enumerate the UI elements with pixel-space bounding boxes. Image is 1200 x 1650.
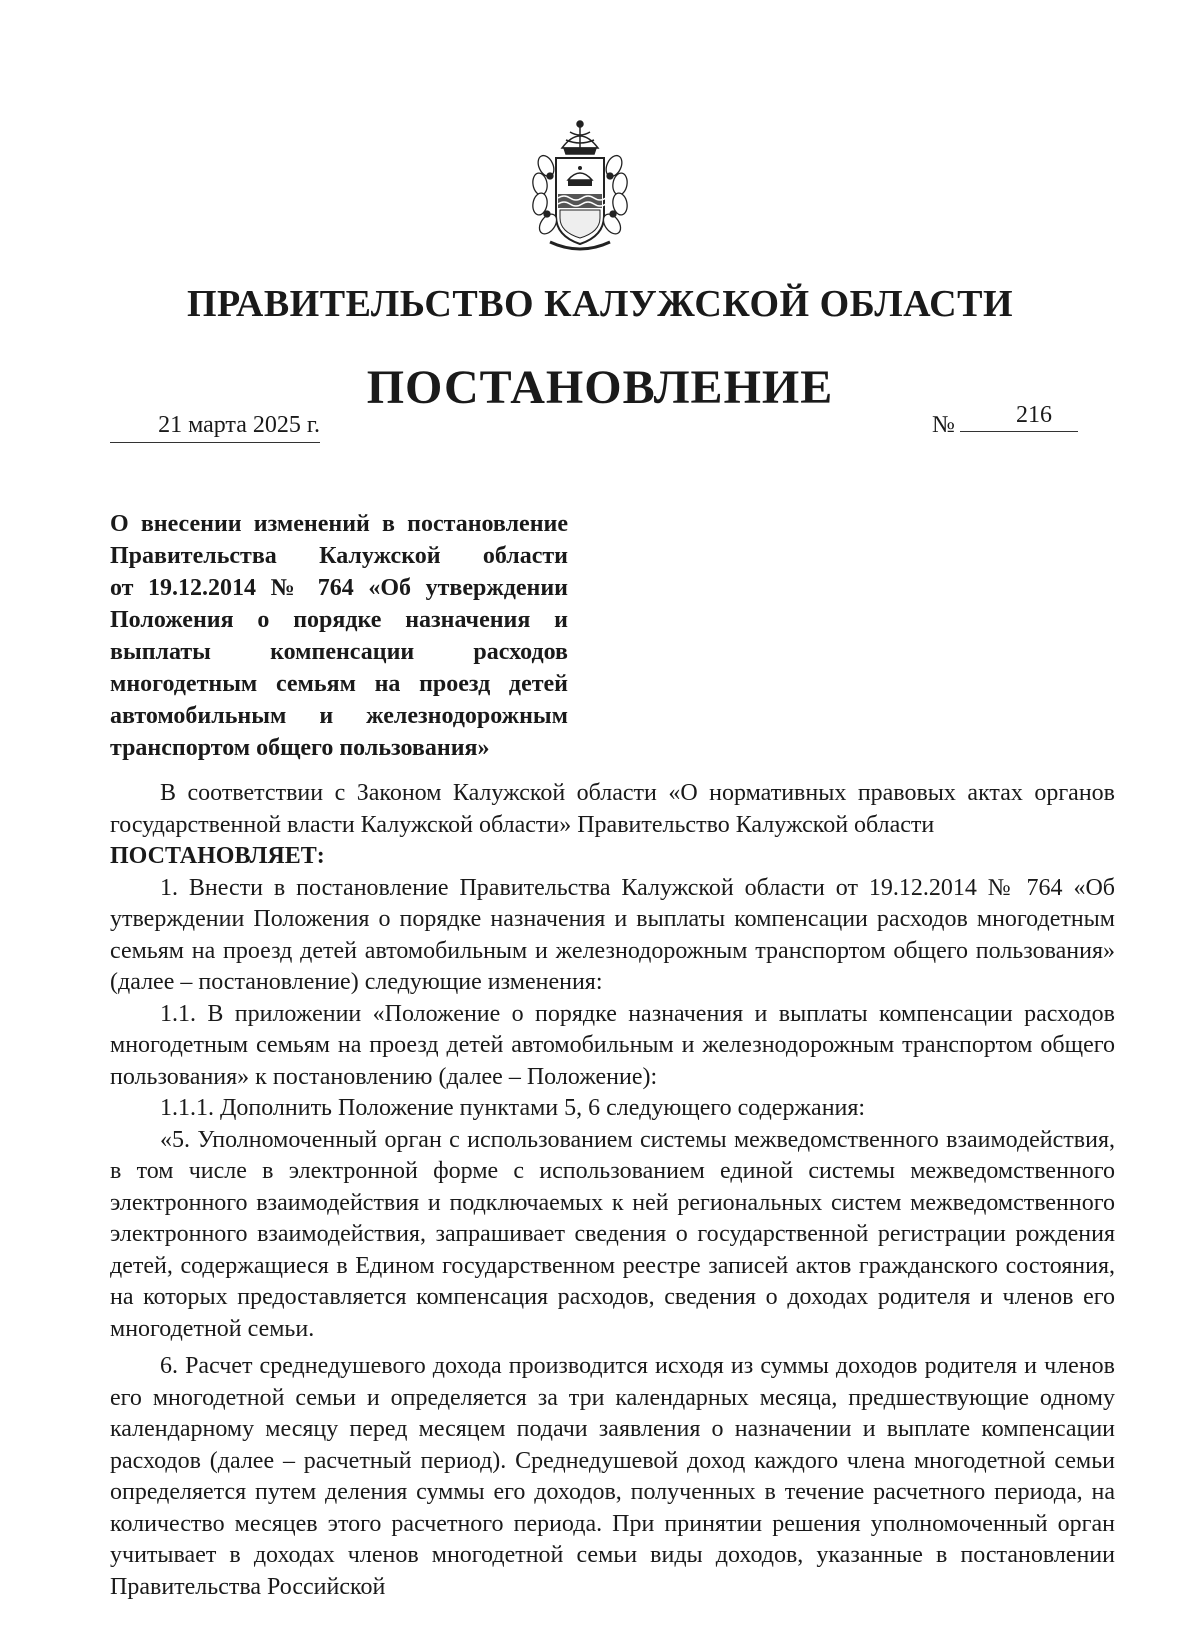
clause-6: 6. Расчет среднедушевого дохода производится исходя из суммы доходов родителя и членов его многодетной семьи и определяется за три календарных месяца, предшествующие одному календарному месяцу перед месяцем подачи заявления о назначении и выплате компенсации расходов (далее – расчетный период). Среднедушевой доход каждого члена многодетной семьи определяется путем деления суммы его доходов, полученных в течение расчетного периода, на количество месяцев этого расчетного периода. При принятии решения уполномоченный орган учитывает в доходах членов многодетной семьи виды доходов, указанные в постановлении Правительства Российской	[110, 1353, 1115, 1600]
subject-line: Правительства Калужской области	[110, 543, 568, 569]
document-subject	[110, 508, 568, 764]
subject-line: от 19.12.2014 № 764 «Об утверждении	[110, 575, 568, 601]
subject-line: О внесении изменений в постановление	[110, 511, 568, 537]
document-number-label: №	[932, 412, 955, 438]
subject-line: Положения о порядке назначения и	[110, 607, 568, 633]
document-date-value: 21 марта 2025 г.	[158, 412, 320, 438]
subject-line: автомобильным и железнодорожным	[110, 703, 568, 729]
clause-5: «5. Уполномоченный орган с использованием системы межведомственного взаимодействия, в том числе в электронной форме с использованием единой системы межведомственного электронного взаимодействия и подключаемых к ней региональных систем межведомственного электронного взаимодействия, запрашивает сведения о государственной регистрации рождения детей, содержащиеся в Едином государственном реестре записей актов гражданского состояния, на которых предоставляется компенсация расходов, сведения о доходах родителя и членов его многодетной семьи.	[110, 1126, 1115, 1342]
document-number: 216	[960, 402, 1078, 432]
clause-1: 1. Внести в постановление Правительства Калужской области от 19.12.2014 № 764 «Об утверждении Положения о порядке назначения и выплаты компенсации расходов многодетным семьям на проезд детей автомобильным и железнодорожным транспортом общего пользования» (далее – постановление) следующие изменения:	[110, 874, 1115, 995]
kaluga-region-coat-of-arms-icon	[520, 118, 640, 258]
subject-line: транспортом общего пользования»	[110, 735, 490, 761]
subject-line: выплаты компенсации расходов	[110, 639, 568, 665]
subject-line: многодетным семьям на проезд детей	[110, 671, 568, 697]
preamble-paragraph: В соответствии с Законом Калужской области «О нормативных правовых актах органов государственной власти Калужской области» Правительство Калужской области	[110, 780, 1115, 838]
organization-title: ПРАВИТЕЛЬСТВО КАЛУЖСКОЙ ОБЛАСТИ	[186, 283, 1014, 325]
decree-word: ПОСТАНОВЛЯЕТ:	[110, 843, 325, 869]
document-type-title: ПОСТАНОВЛЕНИЕ	[366, 361, 834, 414]
clause-1-1-1: 1.1.1. Дополнить Положение пунктами 5, 6 следующего содержания:	[160, 1095, 866, 1121]
clause-1-1: 1.1. В приложении «Положение о порядке назначения и выплаты компенсации расходов многодетным семьям на проезд детей автомобильным и железнодорожным транспортом общего пользования» к постановлению (далее – Положение):	[110, 1000, 1115, 1090]
document-body	[110, 778, 1115, 1603]
document-date	[110, 412, 320, 443]
